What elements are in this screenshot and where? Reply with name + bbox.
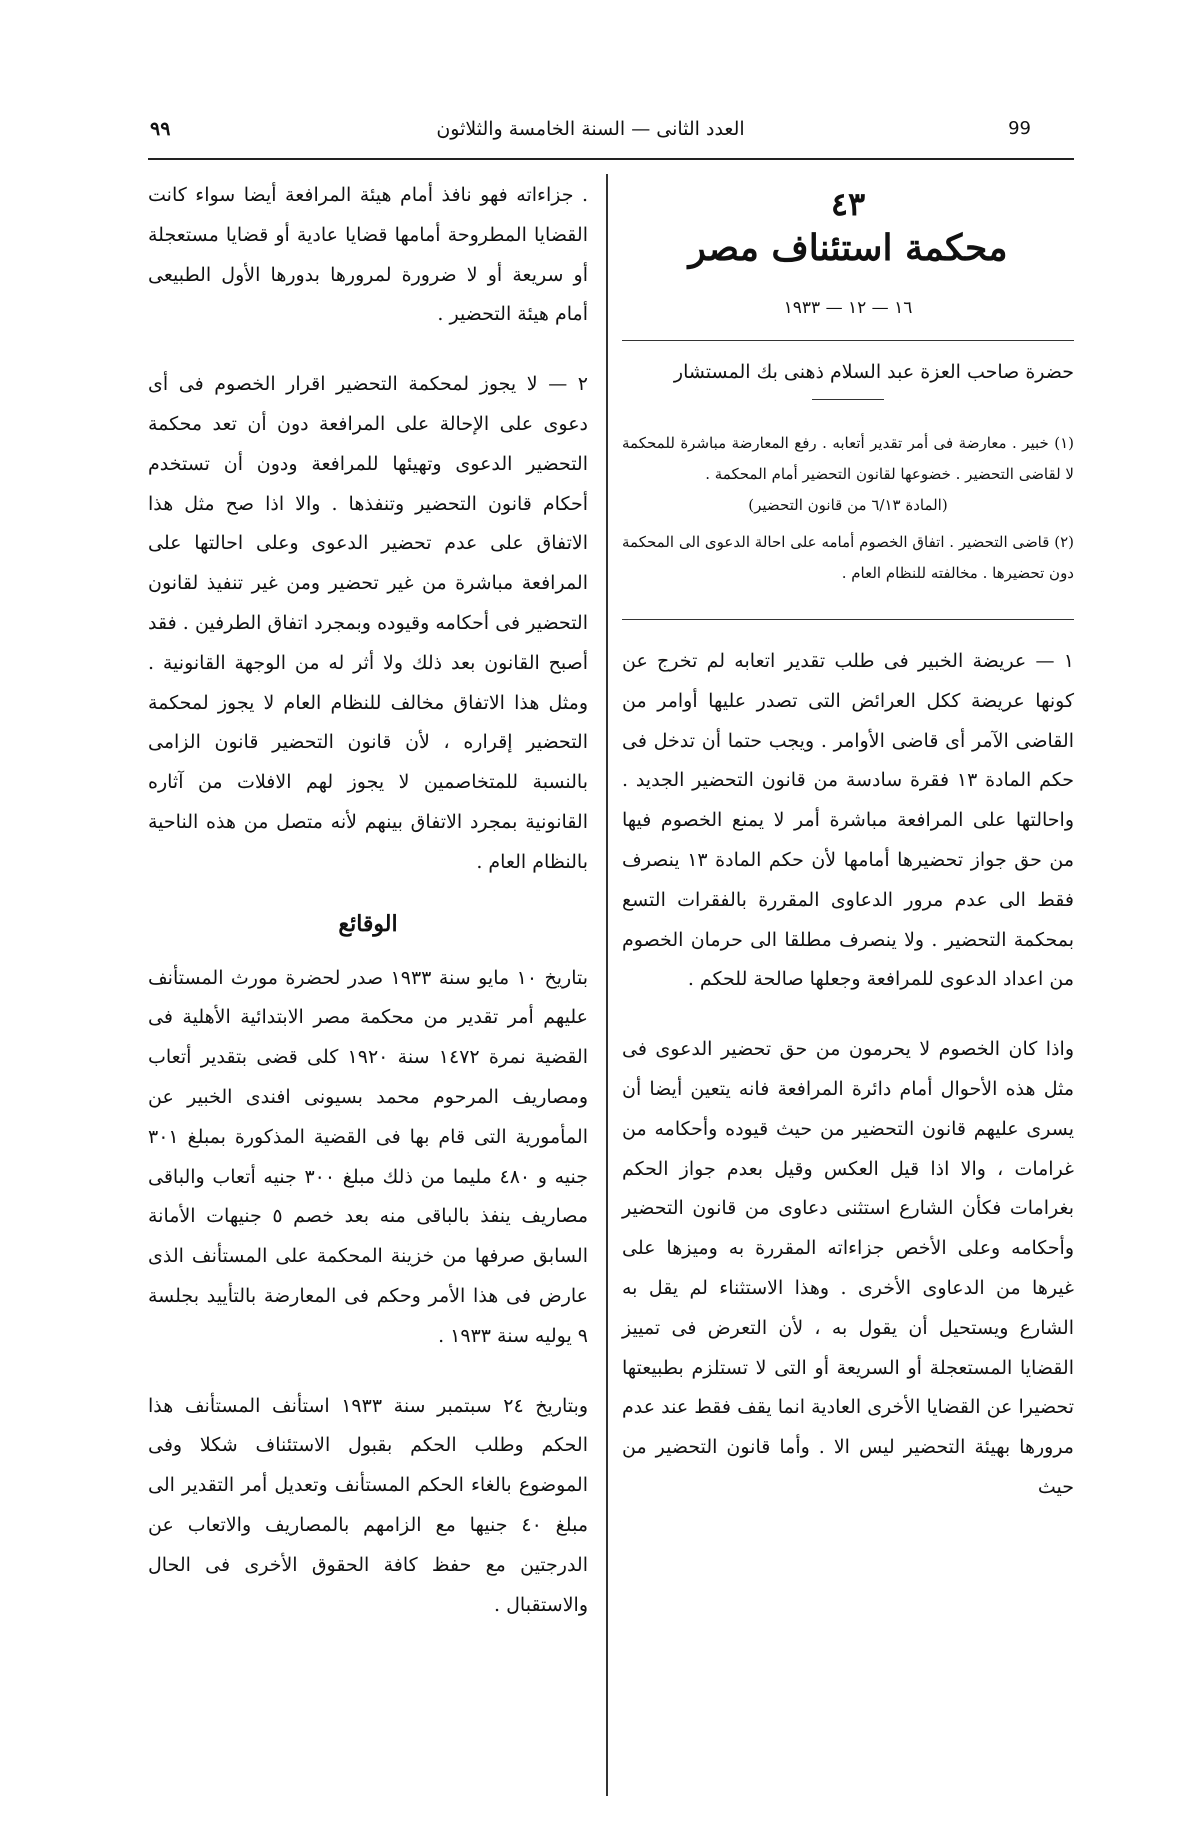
summary-rule (622, 619, 1074, 620)
presiding-rule (812, 399, 884, 400)
right-column (622, 176, 1074, 1508)
column-divider (606, 174, 608, 1796)
facts-heading: الوقائع (338, 910, 398, 937)
summary-item: (١) خبير . معارضة فى أمر تقدير أتعابه . رفع المعارضة مباشرة للمحكمة لا لقاضى التحضير . خضوعها لقانون التحضير أمام المحكمة . (622, 434, 1074, 483)
issue-title: العدد الثانى — السنة الخامسة والثلاثون (436, 118, 745, 140)
case-date: ١٦ — ١٢ — ١٩٣٣ (783, 298, 913, 318)
date-rule (622, 340, 1074, 341)
presiding-judge: حضرة صاحب العزة عبد السلام ذهنى بك المستشار (673, 361, 1074, 383)
case-number: ٤٣ (830, 185, 866, 223)
page-number-latin: 99 (1008, 118, 1031, 139)
body-paragraph: واذا كان الخصوم لا يحرمون من حق تحضير الدعوى فى مثل هذه الأحوال أمام دائرة المرافعة فانه يتعين أيضا أن يسرى عليهم قانون التحضير من حيث قيوده وأحكامه من غرامات ، والا اذا قيل العكس وقيل بعدم جواز الحكم بغرامات فكأن الشارع استثنى دعاوى من قانون التحضير وأحكامه وعلى الأخص جزاءاته المقررة به وميزها على غيرها من الدعاوى الأخرى . وهذا الاستثناء لم يقل به الشارع ويستحيل أن يقول به ، لأن التعرض فى تمييز القضايا المستعجلة أو السريعة أو التى لا تستلزم بطبيعتها تحضيرا عن القضايا الأخرى العادية انما يقف فقط عند عدم مرورها بهيئة التحضير ليس الا . وأما قانون التحضير من حيث (622, 1038, 1074, 1498)
body-paragraph: ٢ — لا يجوز لمحكمة التحضير اقرار الخصوم فى أى دعوى على الإحالة على المرافعة دون أن تعد محكمة التحضير الدعوى وتهيئها للمرافعة ودون أن تستخدم أحكام قانون التحضير وتنفذها . والا اذا صح مثل هذا الاتفاق على عدم تحضير الدعوى وعلى احالتها على المرافعة مباشرة من غير تحضير ومن غير تنفيذ لقانون التحضير فى أحكامه وقيوده وبمجرد اتفاق الطرفين . فقد أصبح القانون بعد ذلك ولا أثر له من الوجهة القانونية . ومثل هذا الاتفاق مخالف للنظام العام لا يجوز لمحكمة التحضير إقراره ، لأن قانون التحضير قانون الزامى بالنسبة للمتخاصمين لا يجوز لهم الافلات من آثاره القانونية بمجرد الاتفاق بينهم لأنه متصل من هذه الناحية بالنظام العام . (148, 373, 588, 873)
summary-item: (٢) قاضى التحضير . اتفاق الخصوم أمامه على احالة الدعوى الى المحكمة دون تحضيرها . مخالفته للنظام العام . (622, 533, 1074, 582)
summary-article-ref: (المادة ٦/١٣ من قانون التحضير) (748, 496, 948, 514)
page-number-arabic: ٩٩ (150, 118, 171, 140)
facts-paragraph: وبتاريخ ٢٤ سبتمبر سنة ١٩٣٣ استأنف المستأنف هذا الحكم وطلب الحكم بقبول الاستئناف شكلا وفى الموضوع بالغاء الحكم المستأنف وتعديل أمر التقدير الى مبلغ ٤٠ جنيها مع الزامهم بالمصاريف والاتعاب عن الدرجتين مع حفظ كافة الحقوق الأخرى فى الحال والاستقبال . (148, 1394, 588, 1616)
left-column (148, 176, 588, 1625)
body-paragraph: . جزاءاته فهو نافذ أمام هيئة المرافعة أيضا سواء كانت القضايا المطروحة أمامها قضايا عادية أو قضايا مستعجلة أو سريعة أو لا ضرورة لمرورها بدورها الأول الطبيعى أمام هيئة التحضير . (148, 184, 588, 326)
facts-paragraph: بتاريخ ١٠ مايو سنة ١٩٣٣ صدر لحضرة مورث المستأنف عليهم أمر تقدير من محكمة مصر الابتدائية الأهلية فى القضية نمرة ١٤٧٢ سنة ١٩٢٠ كلى قضى بتقدير أتعاب ومصاريف المرحوم محمد بسيونى افندى الخبير عن المأمورية التى قام بها فى القضية المذكورة بمبلغ ٣٠١ جنيه و ٤٨٠ مليما من ذلك مبلغ ٣٠٠ جنيه أتعاب والباقى مصاريف ينفذ بالباقى منه بعد خصم ٥ جنيهات الأمانة السابق صرفها من خزينة المحكمة على المستأنف الذى عارض فى هذا الأمر وحكم فى المعارضة بالتأييد بجلسة ٩ يوليه سنة ١٩٣٣ . (148, 966, 589, 1347)
court-title: محكمة استئناف مصر (688, 227, 1008, 269)
header-rule (148, 158, 1074, 160)
body-paragraph: ١ — عريضة الخبير فى طلب تقدير اتعابه لم تخرج عن كونها عريضة ككل العرائض التى تصدر عليها أوامر من القاضى الآمر أى قاضى الأوامر . ويجب حتما أن تدخل فى حكم المادة ١٣ فقرة سادسة من قانون التحضير الجديد . واحالتها على المرافعة مباشرة أمر لا يمنع الخصوم فيها من حق جواز تحضيرها أمامها لأن حكم المادة ١٣ ينصرف فقط الى عدم مرور الدعاوى المقررة بالفقرات التسع بمحكمة التحضير . ولا ينصرف مطلقا الى حرمان الخصوم من اعداد الدعوى للمرافعة وجعلها صالحة للحكم . (622, 650, 1075, 991)
